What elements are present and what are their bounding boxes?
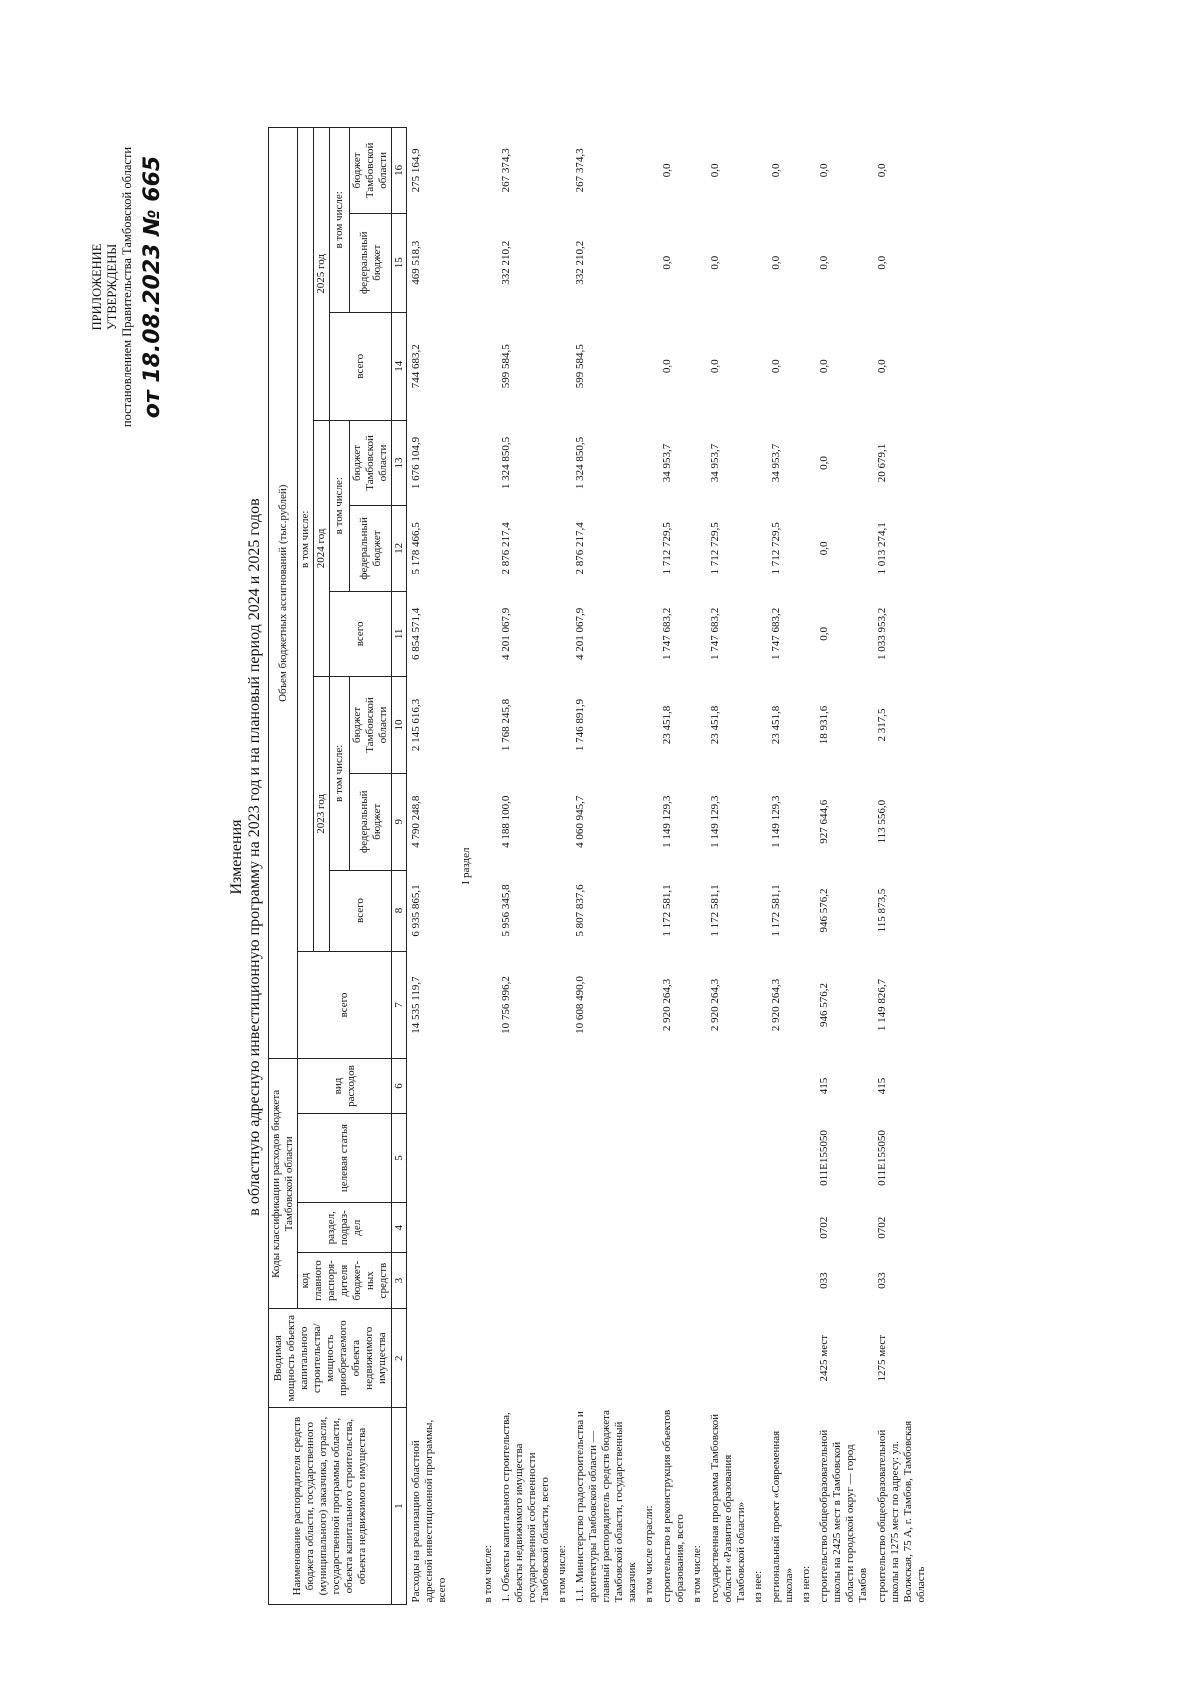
cell-r2025: 0,0 — [661, 163, 673, 178]
cell-r2024: 1 676 104,9 — [410, 436, 422, 490]
investment-program-table — [268, 127, 931, 1605]
table-row — [658, 128, 690, 1605]
cell-name: региональный проект «Современная школа» — [770, 1430, 795, 1603]
cell-total: 14 535 119,7 — [410, 976, 422, 1034]
document-title — [228, 167, 264, 1547]
cell-f2024: 1 712 729,5 — [661, 522, 673, 575]
cell-f2023: 1 149 129,3 — [709, 795, 721, 848]
cell-t2024: 1 033 953,2 — [876, 607, 888, 660]
cell-r2023: 1 768 245,8 — [500, 698, 512, 752]
cell-t2023: 1 172 581,1 — [709, 884, 721, 937]
header-2025-federal: федеральный бюджет — [350, 213, 392, 312]
cell-f2024: 5 178 466,5 — [410, 522, 422, 575]
cell-r2025: 0,0 — [770, 163, 782, 178]
cell-t2023: 1 172 581,1 — [770, 884, 782, 937]
cell-t2025: 0,0 — [876, 359, 888, 374]
cell-r2024: 34 953,7 — [770, 443, 782, 483]
header-name: Наименование распорядителя средств бюджета области, государственного (муниципального) заказчика, отрасли, государственной программы области, объекта капитального строительства, объекта недвижимого имущества — [269, 1408, 392, 1605]
cell-t2025: 0,0 — [770, 359, 782, 374]
cell-f2023: 4 790 248,8 — [410, 795, 422, 848]
header-code-grbs: код главного распоря-дителя бюджет-ных средств — [298, 1252, 392, 1308]
cell-r2024: 34 953,7 — [709, 443, 721, 483]
col-number: 16 — [392, 128, 407, 214]
table-row — [497, 128, 555, 1605]
cell-r2023: 2 317,5 — [876, 708, 888, 742]
cell-r2023: 23 451,8 — [770, 705, 782, 745]
appendix-heading: ПРИЛОЖЕНИЕ — [90, 243, 104, 331]
cell-expense: 415 — [818, 1077, 830, 1095]
cell-grbs — [571, 1252, 642, 1308]
col-number: 5 — [392, 1113, 407, 1203]
header-code-expense: вид расходов — [298, 1059, 392, 1113]
header-2023-including: в том числе: — [330, 677, 350, 870]
cell-f2024: 2 876 217,4 — [500, 522, 512, 575]
header-2025-regional: бюджет Тамбовской области — [350, 128, 392, 214]
cell-r2024: 1 324 850,5 — [574, 436, 586, 490]
cell-t2023: 5 807 837,6 — [574, 884, 586, 937]
cell-r2025: 267 374,3 — [574, 148, 586, 193]
cell-article — [571, 1113, 642, 1203]
cell-t2023: 946 576,2 — [818, 888, 830, 933]
cell-expense — [497, 1059, 555, 1113]
cell-r2024: 1 324 850,5 — [500, 436, 512, 490]
cell-f2025: 0,0 — [876, 255, 888, 270]
cell-t2023: 115 873,5 — [876, 888, 888, 933]
cell-total: 10 608 490,0 — [574, 976, 586, 1034]
cell-expense — [407, 1059, 453, 1113]
approved-by: постановлением Правительства Тамбовской области — [120, 146, 134, 428]
empty-cells — [799, 128, 815, 1408]
cell-total: 1 149 826,7 — [876, 978, 888, 1032]
cell-name: 1. Объекты капитального строительства, объекты недвижимого имущества государственной собственности Тамбовской области, всего — [500, 1412, 551, 1603]
header-including: в том числе: — [298, 128, 314, 952]
cell-f2025: 0,0 — [770, 255, 782, 270]
col-number: 4 — [392, 1203, 407, 1252]
cell-name: строительство общеобразовательной школы на 1275 мест по адресу: ул. Волжская, 75 А, г. Тамбов, Тамбовская область — [876, 1420, 927, 1603]
cell-capacity: 2425 мест — [818, 1334, 830, 1382]
handwritten-date-number: от 18.08.2023 № 665 — [140, 155, 165, 419]
cell-f2024: 0,0 — [818, 541, 830, 556]
header-2025: 2025 год — [314, 128, 330, 421]
header-2023: 2023 год — [314, 677, 330, 951]
subheading-row — [555, 128, 571, 1605]
cell-f2025: 332 210,2 — [500, 240, 512, 285]
cell-t2025: 0,0 — [661, 359, 673, 374]
cell-article: 011E155050 — [876, 1130, 888, 1186]
cell-r2023: 23 451,8 — [709, 705, 721, 745]
cell-expense — [767, 1059, 799, 1113]
cell-r2025: 0,0 — [818, 163, 830, 178]
cell-grbs: 033 — [818, 1272, 830, 1289]
subheading-text: из него: — [800, 1565, 812, 1603]
cell-t2024: 4 201 067,9 — [574, 607, 586, 660]
cell-f2023: 4 188 100,0 — [500, 795, 512, 848]
cell-f2024: 1 712 729,5 — [709, 522, 721, 575]
title-line-1: Изменения — [228, 819, 245, 895]
cell-grbs — [658, 1252, 690, 1308]
cell-t2023: 5 956 345,8 — [500, 884, 512, 937]
section-row — [452, 128, 481, 1605]
column-numbers-row — [392, 128, 407, 1605]
cell-r2025: 275 164,9 — [410, 148, 422, 193]
cell-f2025: 0,0 — [818, 255, 830, 270]
cell-expense — [706, 1059, 751, 1113]
col-number: 7 — [392, 951, 407, 1059]
section-label: I раздел — [460, 847, 472, 885]
cell-capacity — [767, 1309, 799, 1408]
header-2025-including: в том числе: — [330, 128, 350, 313]
col-number: 6 — [392, 1059, 407, 1113]
cell-capacity — [658, 1309, 690, 1408]
col-number: 9 — [392, 773, 407, 870]
cell-article — [407, 1113, 453, 1203]
subheading-row — [751, 128, 767, 1605]
cell-section — [706, 1203, 751, 1252]
header-volume: Объем бюджетных ассигнований (тыс.рублей) — [269, 128, 298, 1060]
cell-article — [767, 1113, 799, 1203]
table-header — [269, 128, 407, 1605]
table-body — [407, 128, 932, 1605]
cell-capacity: 1275 мест — [876, 1334, 888, 1382]
cell-capacity — [571, 1309, 642, 1408]
subheading-row — [642, 128, 658, 1605]
header-code-article: целевая статья — [298, 1113, 392, 1203]
cell-f2023: 1 149 129,3 — [770, 795, 782, 848]
cell-f2023: 113 556,0 — [876, 799, 888, 844]
cell-r2025: 267 374,3 — [500, 148, 512, 193]
cell-section — [407, 1203, 453, 1252]
cell-t2025: 0,0 — [709, 359, 721, 374]
col-number: 14 — [392, 312, 407, 420]
header-2024-regional: бюджет Тамбовской области — [350, 420, 392, 505]
col-number: 1 — [392, 1408, 407, 1605]
col-number: 11 — [392, 591, 407, 676]
cell-t2023: 6 935 865,1 — [410, 884, 422, 937]
table-row — [571, 128, 642, 1605]
cell-t2024: 6 854 571,4 — [410, 607, 422, 660]
empty-cells — [555, 128, 571, 1408]
cell-name: строительство и реконструкция объектов образования, всего — [661, 1409, 686, 1603]
cell-name: государственная программа Тамбовской области «Развитие образования Тамбовской области» — [709, 1413, 747, 1603]
subheading-text: из нее: — [752, 1570, 764, 1603]
header-capacity: Вводимая мощность объекта капитального строительства/ мощность приобретаемого объекта недвижимого имущества — [269, 1309, 392, 1408]
col-number: 2 — [392, 1309, 407, 1408]
cell-f2025: 0,0 — [709, 255, 721, 270]
cell-grbs — [706, 1252, 751, 1308]
table-row — [767, 128, 799, 1605]
cell-f2024: 2 876 217,4 — [574, 522, 586, 575]
cell-capacity — [497, 1309, 555, 1408]
cell-r2023: 1 746 891,9 — [574, 698, 586, 752]
cell-t2025: 744 683,2 — [410, 344, 422, 389]
header-2025-total: всего — [330, 312, 392, 420]
cell-f2024: 1 013 274,1 — [876, 522, 888, 575]
title-line-2: в областную адресную инвестиционную программу на 2023 год и на плановый период 2024 и 2025 годов — [246, 498, 263, 1216]
cell-article — [497, 1113, 555, 1203]
cell-r2023: 2 145 616,3 — [410, 698, 422, 752]
subheading-text: в том числе: — [556, 1545, 568, 1603]
cell-t2024: 4 201 067,9 — [500, 607, 512, 660]
header-2024-including: в том числе: — [330, 420, 350, 591]
table-row — [815, 128, 873, 1605]
table-row — [706, 128, 751, 1605]
cell-section — [571, 1203, 642, 1252]
cell-section: 0702 — [818, 1216, 830, 1239]
cell-grbs — [497, 1252, 555, 1308]
cell-t2025: 0,0 — [818, 359, 830, 374]
cell-f2025: 0,0 — [661, 255, 673, 270]
col-number: 12 — [392, 506, 407, 591]
header-2024-federal: федеральный бюджет — [350, 506, 392, 591]
cell-t2024: 1 747 683,2 — [661, 607, 673, 660]
cell-f2025: 469 518,3 — [410, 240, 422, 285]
cell-grbs — [407, 1252, 453, 1308]
cell-f2023: 1 149 129,3 — [661, 795, 673, 848]
col-number: 8 — [392, 870, 407, 951]
cell-section — [767, 1203, 799, 1252]
cell-total: 10 756 996,2 — [500, 976, 512, 1034]
subheading-row — [799, 128, 815, 1605]
cell-total: 2 920 264,3 — [709, 978, 721, 1032]
cell-name: 1.1. Министерство градостроительства и архитектуры Тамбовской области — главный распорядитель средств бюджета Тамбовской области, государственный заказчик — [574, 1410, 638, 1603]
cell-name: строительство общеобразовательной школы на 2425 мест в Тамбовской области городской округ — город Тамбов — [818, 1429, 869, 1603]
col-number: 10 — [392, 677, 407, 774]
cell-expense: 415 — [876, 1077, 888, 1095]
cell-t2024: 1 747 683,2 — [709, 607, 721, 660]
header-codes: Коды классификации расходов бюджета Тамбовской области — [269, 1059, 298, 1309]
cell-r2025: 0,0 — [876, 163, 888, 178]
subheading-row — [481, 128, 497, 1605]
col-number: 15 — [392, 213, 407, 312]
header-code-section: раздел, подраз-дел — [298, 1203, 392, 1252]
subheading-text: в том числе: — [691, 1545, 703, 1603]
cell-total: 946 576,2 — [818, 983, 830, 1028]
cell-total: 2 920 264,3 — [770, 978, 782, 1032]
approval-stamp — [90, 57, 167, 517]
table-row — [873, 128, 931, 1605]
cell-t2024: 0,0 — [818, 627, 830, 641]
empty-cells — [481, 128, 497, 1408]
cell-r2024: 20 679,1 — [876, 443, 888, 483]
cell-expense — [658, 1059, 690, 1113]
cell-t2025: 599 584,5 — [500, 344, 512, 389]
cell-t2025: 599 584,5 — [574, 344, 586, 389]
table-row — [407, 128, 453, 1605]
cell-r2023: 18 931,6 — [818, 705, 830, 745]
header-2024-total: всего — [330, 591, 392, 676]
header-total: всего — [298, 951, 392, 1059]
cell-r2025: 0,0 — [709, 163, 721, 178]
cell-t2023: 1 172 581,1 — [661, 884, 673, 937]
cell-section: 0702 — [876, 1216, 888, 1239]
cell-r2024: 34 953,7 — [661, 443, 673, 483]
cell-article: 011E155050 — [818, 1130, 830, 1186]
header-2023-total: всего — [330, 870, 392, 951]
cell-article — [706, 1113, 751, 1203]
col-number: 13 — [392, 420, 407, 505]
empty-cells — [642, 128, 658, 1408]
empty-cells — [751, 128, 767, 1408]
cell-grbs: 033 — [876, 1272, 888, 1289]
cell-capacity — [407, 1309, 453, 1408]
subheading-row — [690, 128, 706, 1605]
cell-f2023: 4 060 945,7 — [574, 795, 586, 848]
cell-expense — [571, 1059, 642, 1113]
cell-article — [658, 1113, 690, 1203]
cell-total: 2 920 264,3 — [661, 978, 673, 1032]
cell-capacity — [706, 1309, 751, 1408]
header-2023-federal: федеральный бюджет — [350, 773, 392, 870]
approved-label: УТВЕРЖДЕНЫ — [105, 243, 119, 331]
cell-r2024: 0,0 — [818, 456, 830, 470]
cell-f2025: 332 210,2 — [574, 240, 586, 285]
cell-f2023: 927 644,6 — [818, 799, 830, 844]
cell-grbs — [767, 1252, 799, 1308]
cell-section — [497, 1203, 555, 1252]
subheading-text: в том числе: — [482, 1545, 494, 1603]
cell-f2024: 1 712 729,5 — [770, 522, 782, 575]
empty-cells — [690, 128, 706, 1408]
cell-name: Расходы на реализацию областной адресной инвестиционной программы, всего — [410, 1419, 448, 1603]
cell-r2023: 23 451,8 — [661, 705, 673, 745]
col-number: 3 — [392, 1252, 407, 1308]
subheading-text: в том числе отрасли: — [643, 1505, 655, 1603]
cell-section — [658, 1203, 690, 1252]
header-2024: 2024 год — [314, 420, 330, 676]
header-2023-regional: бюджет Тамбовской области — [350, 677, 392, 774]
cell-t2024: 1 747 683,2 — [770, 607, 782, 660]
